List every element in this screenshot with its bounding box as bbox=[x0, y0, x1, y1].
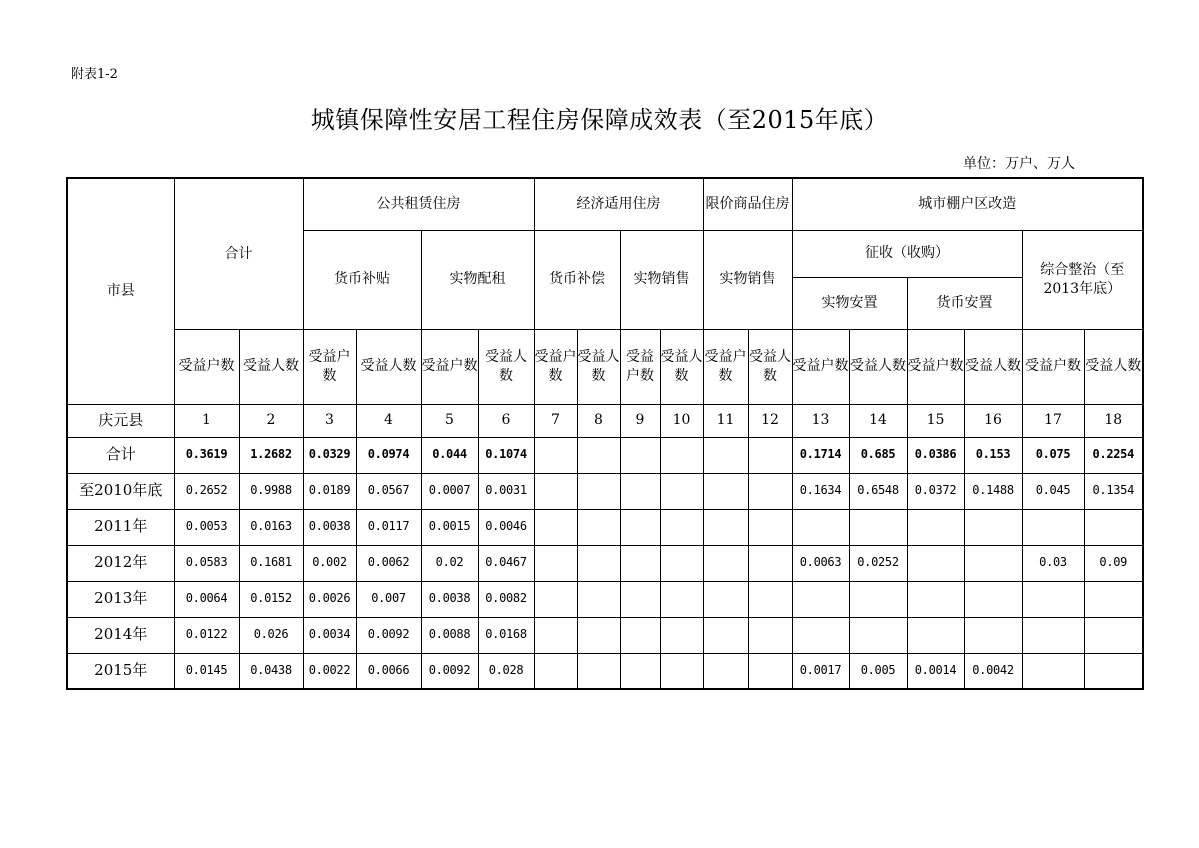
table-cell bbox=[907, 581, 964, 617]
row-label: 2012年 bbox=[67, 545, 174, 581]
header-persons: 受益人数 bbox=[239, 329, 303, 404]
table-cell: 0.0088 bbox=[421, 617, 478, 653]
column-index: 6 bbox=[478, 404, 534, 437]
column-index: 14 bbox=[849, 404, 907, 437]
table-cell: 0.0974 bbox=[356, 437, 421, 473]
row-label: 2014年 bbox=[67, 617, 174, 653]
table-cell: 0.0372 bbox=[907, 473, 964, 509]
column-index: 4 bbox=[356, 404, 421, 437]
column-index: 11 bbox=[703, 404, 748, 437]
table-cell bbox=[534, 473, 577, 509]
table-cell: 0.3619 bbox=[174, 437, 239, 473]
table-cell: 0.09 bbox=[1084, 545, 1143, 581]
table-cell: 0.0329 bbox=[303, 437, 356, 473]
table-cell bbox=[748, 437, 792, 473]
table-cell bbox=[792, 581, 849, 617]
table-cell: 0.0082 bbox=[478, 581, 534, 617]
table-cell: 0.026 bbox=[239, 617, 303, 653]
table-cell: 0.0038 bbox=[421, 581, 478, 617]
table-cell: 0.6548 bbox=[849, 473, 907, 509]
column-index: 2 bbox=[239, 404, 303, 437]
table-cell: 0.005 bbox=[849, 653, 907, 689]
header-cash-resettle: 货币安置 bbox=[907, 277, 1022, 329]
table-cell: 0.0038 bbox=[303, 509, 356, 545]
header-physical-resettle: 实物安置 bbox=[792, 277, 907, 329]
table-cell bbox=[748, 545, 792, 581]
row-label: 2011年 bbox=[67, 509, 174, 545]
table-cell bbox=[620, 653, 660, 689]
header-persons: 受益人数 bbox=[356, 329, 421, 404]
table-cell bbox=[660, 581, 703, 617]
table-cell: 0.2652 bbox=[174, 473, 239, 509]
header-total: 合计 bbox=[174, 178, 303, 329]
header-county: 市县 bbox=[67, 178, 174, 404]
column-index: 8 bbox=[577, 404, 620, 437]
index-row bbox=[67, 404, 1143, 437]
row-label: 2013年 bbox=[67, 581, 174, 617]
table-cell: 0.02 bbox=[421, 545, 478, 581]
column-index: 5 bbox=[421, 404, 478, 437]
table-title: 城镇保障性安居工程住房保障成效表（至2015年底） bbox=[310, 106, 889, 134]
table-cell: 0.0122 bbox=[174, 617, 239, 653]
unit-label: 单位：万户、万人 bbox=[963, 156, 1075, 172]
table-cell bbox=[907, 545, 964, 581]
header-persons: 受益人数 bbox=[577, 329, 620, 404]
table-cell bbox=[703, 545, 748, 581]
table-cell bbox=[534, 581, 577, 617]
table-cell: 0.0092 bbox=[356, 617, 421, 653]
table-cell bbox=[660, 509, 703, 545]
column-index: 18 bbox=[1084, 404, 1143, 437]
header-households: 受益户数 bbox=[703, 329, 748, 404]
table-cell: 0.0007 bbox=[421, 473, 478, 509]
table-cell bbox=[534, 653, 577, 689]
table-cell: 0.0014 bbox=[907, 653, 964, 689]
table-cell bbox=[660, 653, 703, 689]
table-cell bbox=[703, 653, 748, 689]
table-cell bbox=[577, 617, 620, 653]
table-cell bbox=[907, 509, 964, 545]
table-cell: 0.0163 bbox=[239, 509, 303, 545]
table-cell bbox=[660, 617, 703, 653]
table-row bbox=[67, 653, 1143, 689]
header-cash-subsidy: 货币补贴 bbox=[303, 230, 421, 329]
table-cell: 0.0467 bbox=[478, 545, 534, 581]
table-cell bbox=[660, 545, 703, 581]
table-row bbox=[67, 617, 1143, 653]
table-cell bbox=[660, 437, 703, 473]
table-cell: 0.002 bbox=[303, 545, 356, 581]
table-cell bbox=[577, 437, 620, 473]
table-cell: 0.0252 bbox=[849, 545, 907, 581]
table-cell: 0.0046 bbox=[478, 509, 534, 545]
table-cell bbox=[748, 653, 792, 689]
table-cell bbox=[907, 617, 964, 653]
table-cell: 0.685 bbox=[849, 437, 907, 473]
header-shanty-renovation: 城市棚户区改造 bbox=[792, 178, 1143, 230]
table-cell: 0.0053 bbox=[174, 509, 239, 545]
header-households: 受益户数 bbox=[907, 329, 964, 404]
header-households: 受益户数 bbox=[174, 329, 239, 404]
column-index: 16 bbox=[964, 404, 1022, 437]
header-public-rental: 公共租赁住房 bbox=[303, 178, 534, 230]
table-cell: 0.075 bbox=[1022, 437, 1084, 473]
row-label: 合计 bbox=[67, 437, 174, 473]
table-cell: 0.0092 bbox=[421, 653, 478, 689]
table-cell: 0.1681 bbox=[239, 545, 303, 581]
header-cash-compensation: 货币补偿 bbox=[534, 230, 620, 329]
table-cell bbox=[703, 437, 748, 473]
table-cell bbox=[620, 545, 660, 581]
table-cell bbox=[703, 473, 748, 509]
table-cell: 0.0063 bbox=[792, 545, 849, 581]
table-cell bbox=[1022, 653, 1084, 689]
table-cell bbox=[534, 437, 577, 473]
header-affordable-housing: 经济适用住房 bbox=[534, 178, 703, 230]
header-households: 受益户数 bbox=[534, 329, 577, 404]
table-cell: 0.044 bbox=[421, 437, 478, 473]
table-row bbox=[67, 473, 1143, 509]
column-index: 9 bbox=[620, 404, 660, 437]
table-cell: 0.0042 bbox=[964, 653, 1022, 689]
table-cell: 0.0145 bbox=[174, 653, 239, 689]
table-cell: 0.0022 bbox=[303, 653, 356, 689]
header-persons: 受益人数 bbox=[660, 329, 703, 404]
row-label: 至2010年底 bbox=[67, 473, 174, 509]
header-physical-sale: 实物销售 bbox=[620, 230, 703, 329]
beneficiary-header-row bbox=[67, 329, 1143, 404]
table-cell: 0.1488 bbox=[964, 473, 1022, 509]
table-cell: 0.0017 bbox=[792, 653, 849, 689]
table-cell bbox=[1022, 509, 1084, 545]
table-cell bbox=[748, 617, 792, 653]
table-cell: 0.2254 bbox=[1084, 437, 1143, 473]
table-cell bbox=[964, 581, 1022, 617]
header-households: 受益户数 bbox=[1022, 329, 1084, 404]
header-expropriation: 征收（收购） bbox=[792, 230, 1022, 277]
table-cell bbox=[620, 509, 660, 545]
table-cell bbox=[534, 617, 577, 653]
table-cell: 0.0567 bbox=[356, 473, 421, 509]
header-persons: 受益人数 bbox=[964, 329, 1022, 404]
table-cell: 0.007 bbox=[356, 581, 421, 617]
table-cell bbox=[703, 617, 748, 653]
housing-security-table bbox=[66, 177, 1144, 690]
county-name: 庆元县 bbox=[67, 404, 174, 437]
header-households: 受益户数 bbox=[421, 329, 478, 404]
table-cell bbox=[1022, 581, 1084, 617]
table-cell bbox=[849, 617, 907, 653]
table-row bbox=[67, 545, 1143, 581]
table-cell: 0.1714 bbox=[792, 437, 849, 473]
table-cell: 0.0066 bbox=[356, 653, 421, 689]
column-index: 7 bbox=[534, 404, 577, 437]
header-households: 受益户数 bbox=[620, 329, 660, 404]
table-cell bbox=[748, 473, 792, 509]
table-cell bbox=[577, 581, 620, 617]
table-cell bbox=[577, 653, 620, 689]
table-cell: 0.0064 bbox=[174, 581, 239, 617]
header-persons: 受益人数 bbox=[478, 329, 534, 404]
table-row bbox=[67, 437, 1143, 473]
column-index: 15 bbox=[907, 404, 964, 437]
table-cell: 0.153 bbox=[964, 437, 1022, 473]
table-cell: 0.1634 bbox=[792, 473, 849, 509]
column-index: 10 bbox=[660, 404, 703, 437]
table-cell: 0.03 bbox=[1022, 545, 1084, 581]
table-cell bbox=[620, 473, 660, 509]
table-cell bbox=[577, 473, 620, 509]
header-price-limited: 限价商品住房 bbox=[703, 178, 792, 230]
table-cell: 0.0189 bbox=[303, 473, 356, 509]
header-price-limited-sale: 实物销售 bbox=[703, 230, 792, 329]
header-comprehensive: 综合整治（至2013年底） bbox=[1022, 230, 1143, 329]
row-label: 2015年 bbox=[67, 653, 174, 689]
table-cell bbox=[964, 509, 1022, 545]
table-cell bbox=[534, 545, 577, 581]
table-cell bbox=[577, 509, 620, 545]
header-persons: 受益人数 bbox=[1084, 329, 1143, 404]
table-cell: 0.045 bbox=[1022, 473, 1084, 509]
table-cell bbox=[849, 509, 907, 545]
table-cell: 0.0583 bbox=[174, 545, 239, 581]
header-households: 受益户数 bbox=[792, 329, 849, 404]
table-cell bbox=[577, 545, 620, 581]
table-cell bbox=[792, 617, 849, 653]
header-persons: 受益人数 bbox=[849, 329, 907, 404]
table-cell bbox=[620, 437, 660, 473]
table-cell: 0.9988 bbox=[239, 473, 303, 509]
table-cell bbox=[703, 581, 748, 617]
header-persons: 受益人数 bbox=[748, 329, 792, 404]
table-cell: 0.0117 bbox=[356, 509, 421, 545]
column-index: 12 bbox=[748, 404, 792, 437]
table-cell bbox=[660, 473, 703, 509]
table-cell: 0.0152 bbox=[239, 581, 303, 617]
table-body bbox=[67, 437, 1143, 689]
table-cell: 1.2682 bbox=[239, 437, 303, 473]
table-cell: 0.0062 bbox=[356, 545, 421, 581]
column-index: 17 bbox=[1022, 404, 1084, 437]
table-cell: 0.0168 bbox=[478, 617, 534, 653]
header-physical-rent: 实物配租 bbox=[421, 230, 534, 329]
table-cell: 0.0034 bbox=[303, 617, 356, 653]
column-index: 13 bbox=[792, 404, 849, 437]
table-cell: 0.0031 bbox=[478, 473, 534, 509]
table-cell bbox=[1084, 509, 1143, 545]
table-cell bbox=[534, 509, 577, 545]
table-row bbox=[67, 509, 1143, 545]
table-cell: 0.0386 bbox=[907, 437, 964, 473]
table-cell bbox=[792, 509, 849, 545]
table-cell bbox=[748, 581, 792, 617]
table-row bbox=[67, 581, 1143, 617]
table-cell bbox=[964, 545, 1022, 581]
table-cell bbox=[703, 509, 748, 545]
table-cell bbox=[1084, 653, 1143, 689]
column-index: 1 bbox=[174, 404, 239, 437]
table-cell: 0.0015 bbox=[421, 509, 478, 545]
table-cell bbox=[620, 581, 660, 617]
header-households: 受益户数 bbox=[303, 329, 356, 404]
table-cell: 0.0438 bbox=[239, 653, 303, 689]
table-cell bbox=[1084, 581, 1143, 617]
table-cell bbox=[1084, 617, 1143, 653]
column-index: 3 bbox=[303, 404, 356, 437]
table-cell: 0.1074 bbox=[478, 437, 534, 473]
appendix-label: 附表1-2 bbox=[71, 67, 118, 82]
table-cell: 0.028 bbox=[478, 653, 534, 689]
table-cell: 0.0026 bbox=[303, 581, 356, 617]
table-cell bbox=[964, 617, 1022, 653]
table-cell bbox=[748, 509, 792, 545]
table-cell bbox=[1022, 617, 1084, 653]
table-cell bbox=[849, 581, 907, 617]
table-cell bbox=[620, 617, 660, 653]
table-cell: 0.1354 bbox=[1084, 473, 1143, 509]
